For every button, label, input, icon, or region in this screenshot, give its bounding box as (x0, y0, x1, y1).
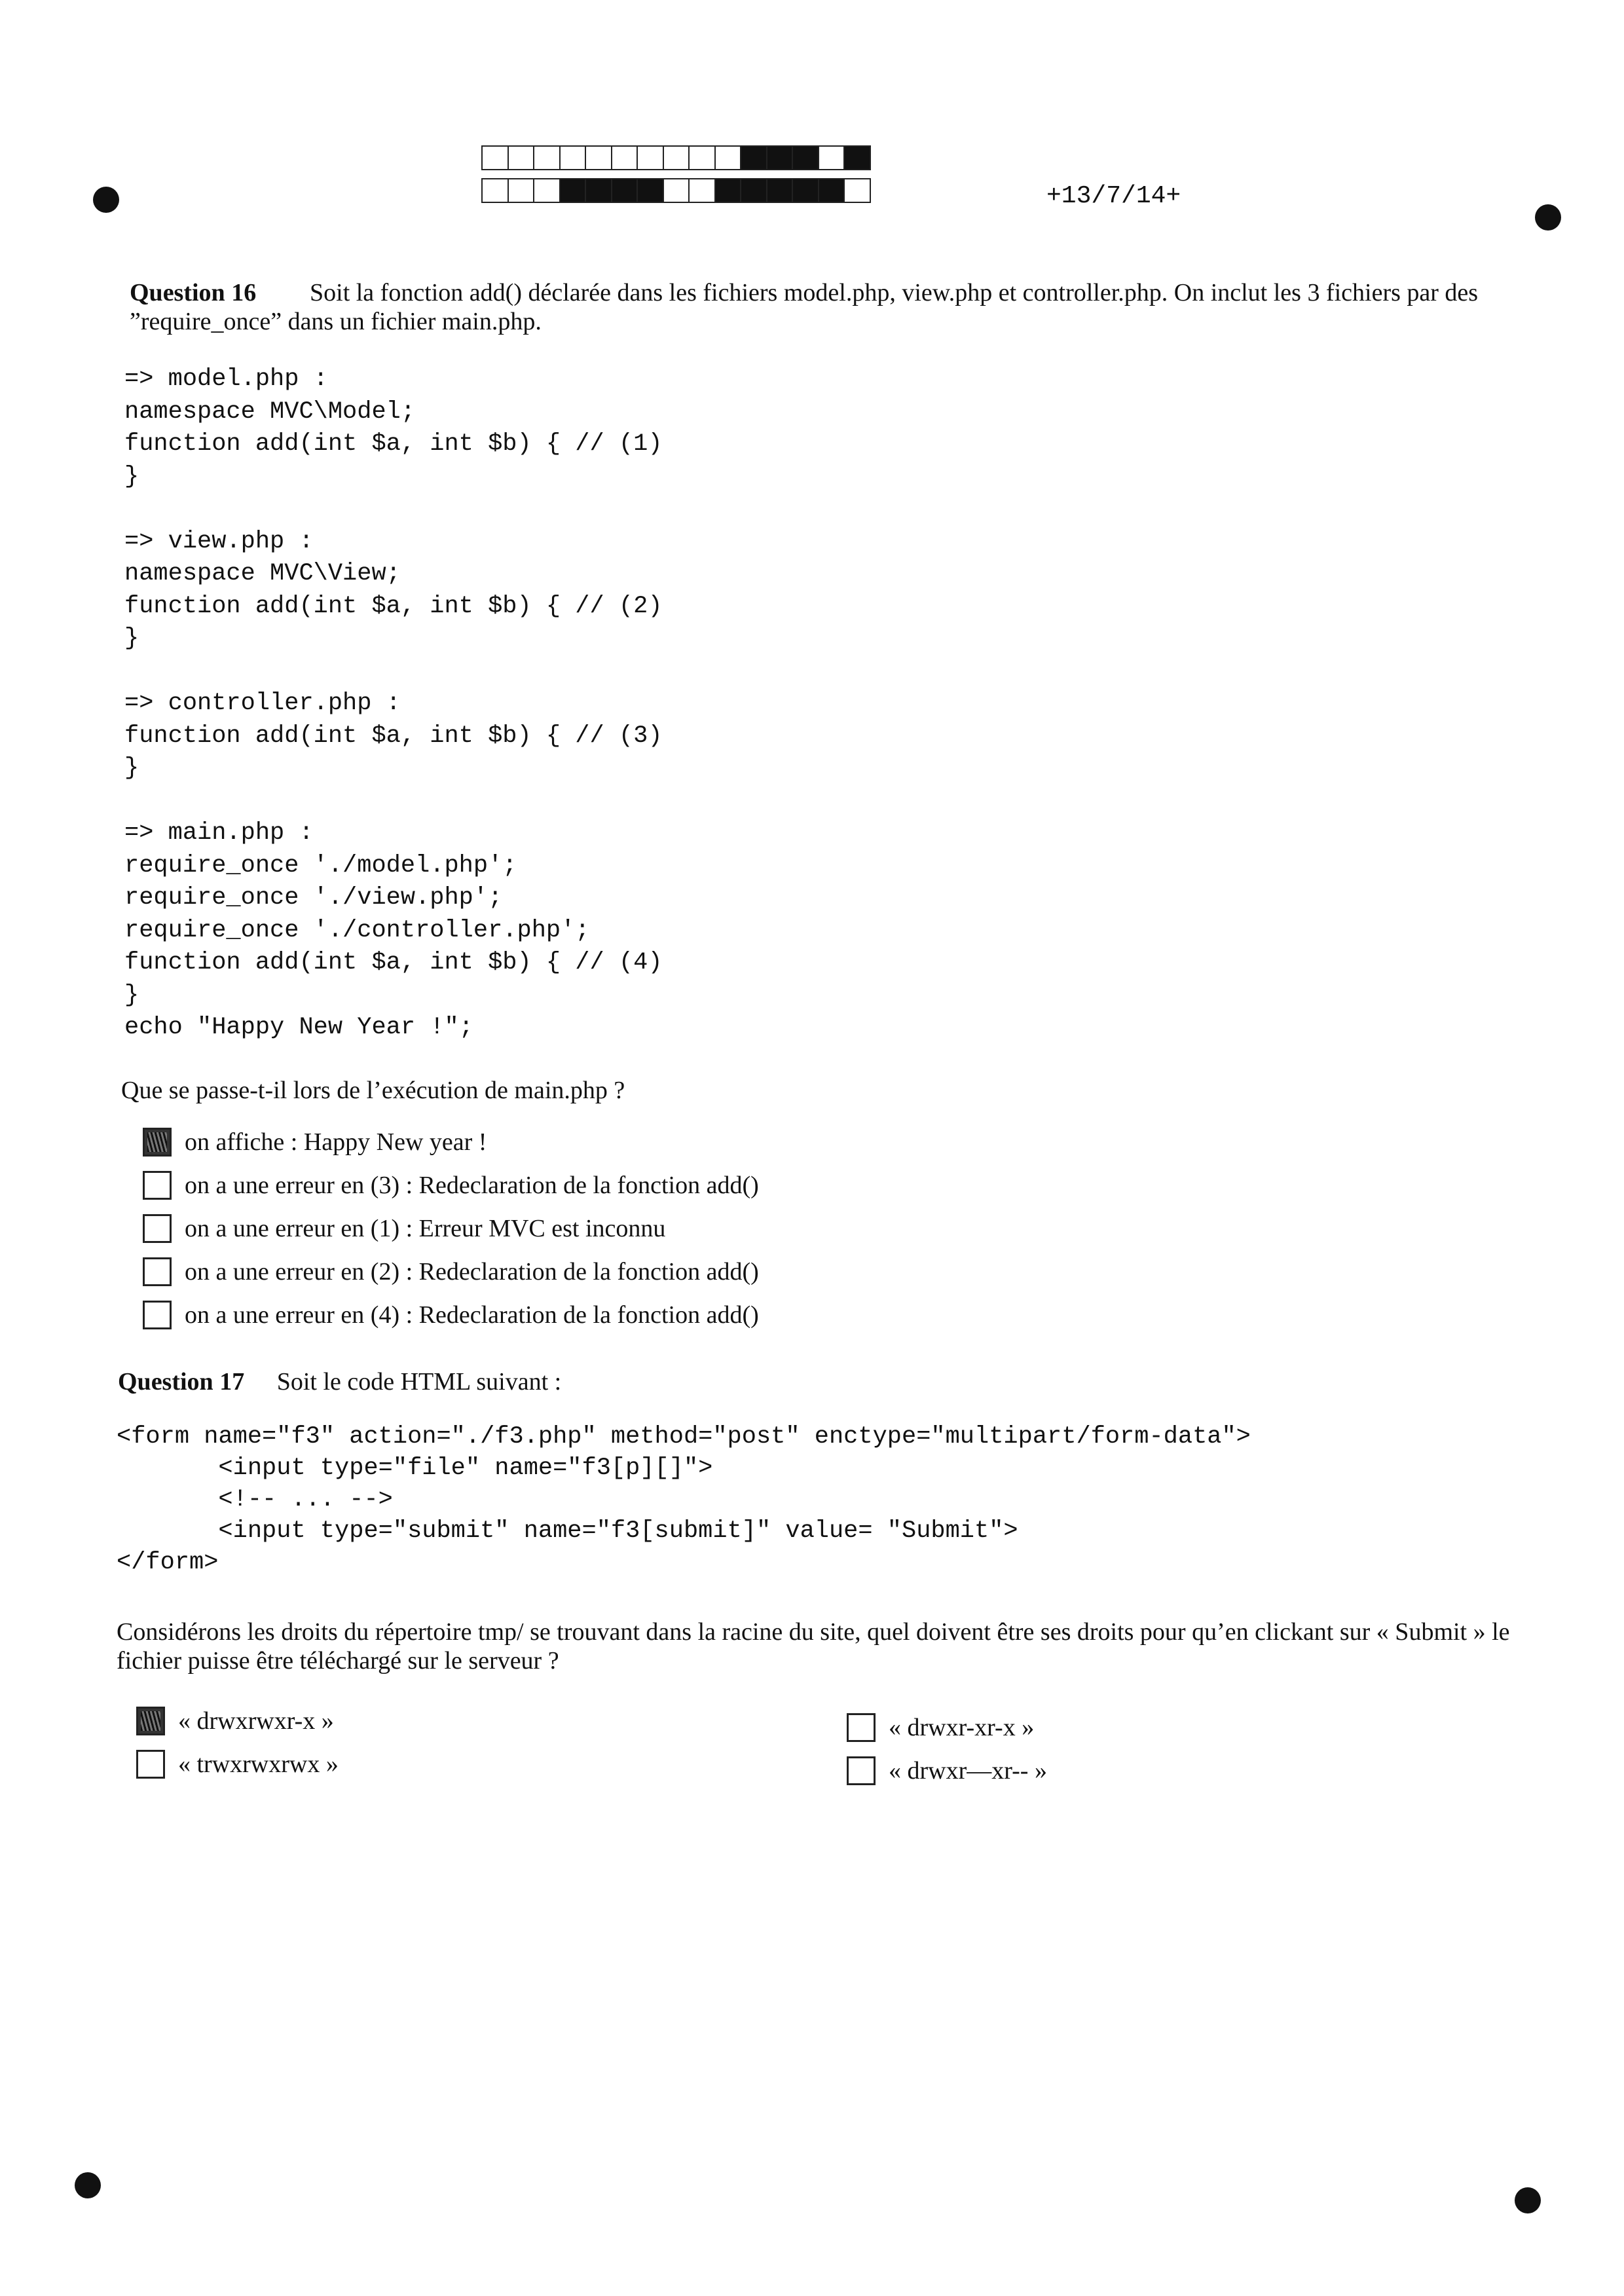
q16-choice-label: on a une erreur en (4) : Redeclaration de la fonction add() (185, 1301, 759, 1329)
barcode-cell (766, 178, 794, 203)
q17-checkbox-1[interactable] (136, 1707, 165, 1735)
barcode-cell (481, 145, 509, 170)
q17-choice-2[interactable] (136, 1750, 339, 1779)
barcode-cell (507, 145, 535, 170)
q16-choice-3[interactable] (143, 1214, 665, 1243)
barcode-cell (559, 178, 587, 203)
q16-checkbox-3[interactable] (143, 1214, 172, 1243)
barcode-cell (481, 178, 509, 203)
q17-choice-label: « trwxrwxrwx » (178, 1750, 339, 1778)
registration-dot-bottom-right (1515, 2187, 1541, 2213)
barcode-cell (637, 178, 664, 203)
barcode-cell (611, 178, 638, 203)
barcode-row-1 (481, 145, 870, 170)
question-16-label: Question 16 (130, 279, 257, 306)
q16-checkbox-5[interactable] (143, 1301, 172, 1329)
barcode-cell (585, 178, 612, 203)
barcode-cell (792, 178, 819, 203)
q16-choice-4[interactable] (143, 1257, 759, 1286)
q16-checkbox-4[interactable] (143, 1257, 172, 1286)
barcode-cell (792, 145, 819, 170)
q16-choice-label: on a une erreur en (3) : Redeclaration de la fonction add() (185, 1172, 759, 1199)
barcode-cell (714, 178, 742, 203)
question-16-prompt: Que se passe-t-il lors de l’exécution de main.php ? (121, 1077, 625, 1104)
q16-choice-label: on affiche : Happy New year ! (185, 1128, 487, 1156)
page-identifier: +13/7/14+ (1046, 182, 1181, 210)
question-17-code: <form name="f3" action="./f3.php" method="post" enctype="multipart/form-data"> <input type="file" name="f3[p][]"> <!-- ... --> <input type="submit" name="f3[submit]" value= "Submit"> </form> (117, 1423, 1251, 1576)
q16-checkbox-2[interactable] (143, 1171, 172, 1200)
barcode-cell (663, 145, 690, 170)
q17-checkbox-4[interactable] (847, 1756, 876, 1785)
q16-choice-label: on a une erreur en (2) : Redeclaration de la fonction add() (185, 1258, 759, 1286)
q16-checkbox-1[interactable] (143, 1128, 172, 1157)
question-16-text: Soit la fonction add() déclarée dans les fichiers model.php, view.php et controller.php. On inclut les 3 fichiers par des ”require_once” dans un fichier main.php. (130, 279, 1479, 335)
barcode-cell (688, 145, 716, 170)
question-17-header (118, 1367, 561, 1398)
barcode-cell (611, 145, 638, 170)
barcode-cell (663, 178, 690, 203)
barcode-cell (637, 145, 664, 170)
barcode-cell (585, 145, 612, 170)
barcode-cell (688, 178, 716, 203)
question-16-code: => model.php : namespace MVC\Model; function add(int $a, int $b) { // (1) } => view.php : namespace MVC\View; function add(int $a, int $b) { // (2) } => controller.php : function add(int $a, int $b) { // (3) } => main.php : require_once './model.php'; require_once './view.php'; require_once './controller.php'; function add(int $a, int $b) { // (4) } echo "Happy New Year !"; (124, 365, 663, 1041)
q17-checkbox-2[interactable] (136, 1750, 165, 1779)
registration-dot-bottom-left (75, 2172, 101, 2198)
q17-choice-label: « drwxr-xr-x » (889, 1714, 1035, 1741)
barcode-cell (843, 178, 871, 203)
q17-choice-label: « drwxr—xr-- » (889, 1757, 1047, 1785)
q16-choice-5[interactable] (143, 1301, 759, 1329)
barcode-cell (533, 145, 561, 170)
registration-dot-top-left (93, 187, 119, 213)
q17-choice-label: « drwxrwxr-x » (178, 1707, 334, 1735)
barcode-row-2 (481, 178, 870, 203)
q16-choice-2[interactable] (143, 1171, 759, 1200)
barcode-cell (740, 178, 767, 203)
barcode-cell (714, 145, 742, 170)
q17-choice-4[interactable] (847, 1756, 1047, 1785)
barcode-cell (533, 178, 561, 203)
q17-checkbox-3[interactable] (847, 1713, 876, 1742)
barcode-cell (559, 145, 587, 170)
question-17-label: Question 17 (118, 1368, 245, 1396)
q17-choice-3[interactable] (847, 1713, 1034, 1742)
question-17-text: Soit le code HTML suivant : (276, 1368, 562, 1396)
barcode-cell (507, 178, 535, 203)
barcode-cell (818, 178, 845, 203)
q17-choice-1[interactable] (136, 1707, 334, 1735)
q16-choice-label: on a une erreur en (1) : Erreur MVC est inconnu (185, 1215, 666, 1242)
question-17-prompt: Considérons les droits du répertoire tmp/ se trouvant dans la racine du site, quel doivent être ses droits pour qu’en clickant sur « Submit » le fichier puisse être téléchargé sur le serveur ? (117, 1618, 1510, 1675)
barcode-cell (843, 145, 871, 170)
q16-choice-1[interactable] (143, 1128, 487, 1157)
barcode-cell (766, 145, 794, 170)
registration-dot-top-right (1535, 204, 1561, 231)
barcode-cell (818, 145, 845, 170)
barcode-cell (740, 145, 767, 170)
